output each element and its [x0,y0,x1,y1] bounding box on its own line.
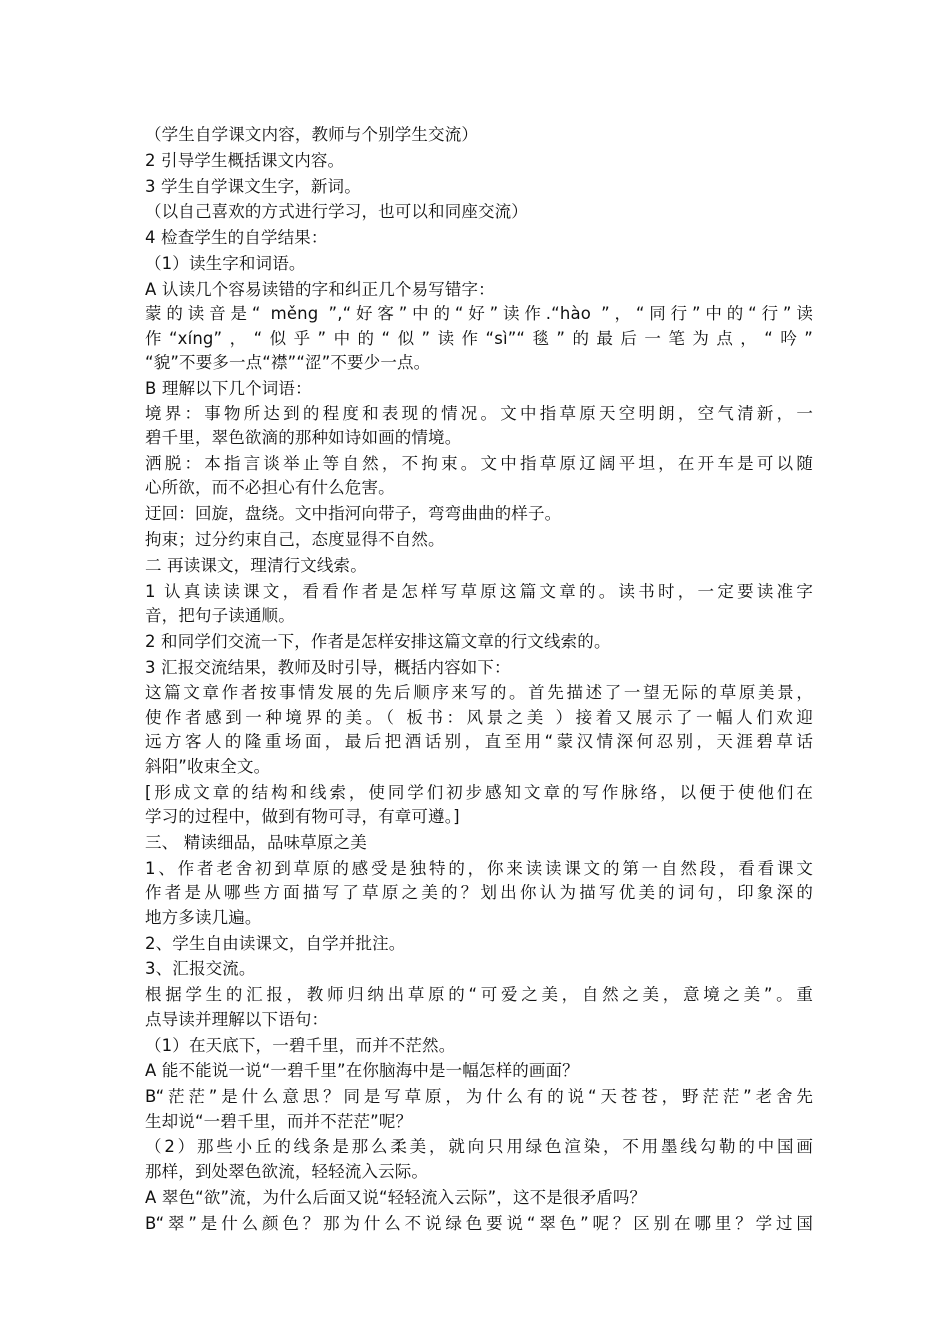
text-line: 2 引导学生概括课文内容。 [145,150,345,170]
text-line: A 能不能说一说“一碧千里”在你脑海中是一幅怎样的画面？ [145,1061,579,1081]
text-line: 拘束；过分约束自己，态度显得不自然。 [145,529,445,549]
text-line: （1）读生字和词语。 [145,253,306,273]
text-line: 作“xíng”，“似乎”中的“似”读作“sì”“毯”的最后一笔为点，“吟” [145,328,813,348]
text-line: （2）那些小丘的线条是那么柔美，就向只用绿色渲染，不用墨线勾勒的中国画 [145,1137,813,1157]
text-line: 二 再读课文，理清行文线索。 [145,555,367,575]
text-line: 1、作者老舍初到草原的感受是独特的，你来读读课文的第一自然段，看看课文 [145,858,813,878]
text-line: 地方多读几遍。 [145,907,262,927]
text-line: 学习的过程中，做到有物可寻，有章可遵。] [145,807,460,827]
text-line: 音，把句子读通顺。 [145,606,295,626]
text-line: 蒙的读音是“ měng ”,“好客”中的“好”读作.“hào ”，“同行”中的“行”读 [145,304,813,324]
text-line: “貌”不要多一点“襟”“涩”不要少一点。 [145,353,431,373]
text-line: 点导读并理解以下语句： [145,1009,329,1029]
text-line: 那样，到处翠色欲流，轻轻流入云际。 [145,1161,429,1181]
text-line: 斜阳”收束全文。 [145,756,271,776]
text-line: 生却说“一碧千里，而并不茫茫”呢？ [145,1111,413,1131]
text-line: 1 认真读读课文，看看作者是怎样写草原这篇文章的。读书时，一定要读准字 [145,581,813,601]
text-line: 2、学生自由读课文，自学并批注。 [145,933,406,953]
text-line: 迂回：回旋，盘绕。文中指河向带子，弯弯曲曲的样子。 [145,504,562,524]
text-line: 3、汇报交流。 [145,959,256,979]
text-line: 碧千里，翠色欲滴的那种如诗如画的情境。 [145,428,462,448]
text-line: B“翠”是什么颜色？那为什么不说绿色要说“翠色”呢？区别在哪里？学过国 [145,1213,813,1233]
text-line: 洒脱：本指言谈举止等自然，不拘束。文中指草原辽阔平坦，在开车是可以随 [145,453,813,473]
document-page [145,123,813,1236]
text-line: 作者是从哪些方面描写了草原之美的？划出你认为描写优美的词句，印象深的 [145,883,813,903]
text-line: （学生自学课文内容，教师与个别学生交流） [145,125,478,144]
text-line: 4 检查学生的自学结果： [145,228,328,248]
text-line: 使作者感到一种境界的美。（ 板书：风景之美 ）接着又展示了一幅人们欢迎 [145,707,813,727]
text-line: B 理解以下几个词语： [145,379,312,399]
text-line: A 翠色“欲”流，为什么后面又说“轻轻流入云际”，这不是很矛盾吗？ [145,1187,647,1207]
text-line: [形成文章的结构和线索，使同学们初步感知文章的写作脉络，以便于使他们在 [145,782,813,802]
text-line: 根据学生的汇报，教师归纳出草原的“可爱之美，自然之美，意境之美”。重 [145,985,813,1005]
text-line: （以自己喜欢的方式进行学习，也可以和同座交流） [145,202,528,222]
text-line: B“茫茫”是什么意思？同是写草原，为什么有的说“天苍苍，野茫茫”老舍先 [145,1087,813,1107]
text-line: 境界：事物所达到的程度和表现的情况。文中指草原天空明朗，空气清新，一 [145,403,813,423]
text-line: 远方客人的隆重场面，最后把酒话别，直至用“蒙汉情深何忍别，天涯碧草话 [145,732,813,752]
text-line: 3 汇报交流结果，教师及时引导，概括内容如下： [145,657,511,677]
text-line: （1）在天底下，一碧千里，而并不茫然。 [145,1035,456,1055]
text-line: 三、 精读细品，品味草原之美 [145,833,367,853]
text-line: 这篇文章作者按事情发展的先后顺序来写的。首先描述了一望无际的草原美景， [145,683,813,703]
text-line: 3 学生自学课文生字，新词。 [145,176,361,196]
text-line: 2 和同学们交流一下，作者是怎样安排这篇文章的行文线索的。 [145,631,611,651]
text-line: A 认读几个容易读错的字和纠正几个易写错字： [145,279,495,299]
text-line: 心所欲，而不必担心有什么危害。 [145,478,395,498]
